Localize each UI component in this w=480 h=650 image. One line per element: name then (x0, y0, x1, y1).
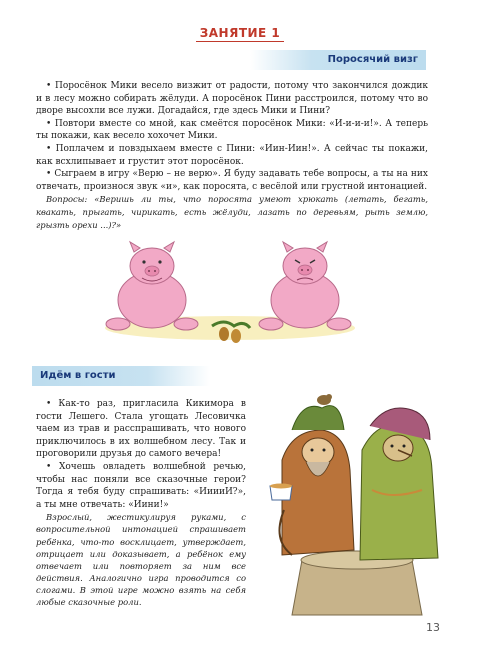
section-heading-pig-squeal: Поросячий визг (250, 50, 426, 70)
lesson-title-text: ЗАНЯТИЕ 1 (196, 26, 285, 42)
paragraph: • Поросёнок Мики весело визжит от радости, потому что закончился дождик и в лесу можно собирать жёлуди. А поросёнок Пини расстроился, потому что во дворе высохли все лужи. Догадайся, где здесь Мики и Пини? (36, 81, 428, 117)
tea-cup-icon (270, 484, 292, 501)
leshy-icon (280, 406, 355, 555)
section-text-pig-squeal (36, 80, 428, 231)
fairy-characters-illustration (262, 390, 462, 620)
paragraph: • Сыграем в игру «Верю – не верю». Я буду задавать тебе вопросы, а ты на них отвечать, произнося звук «и», как поросята, с весёлой или грустной интонацией. (36, 169, 428, 192)
pigs-illustration (100, 238, 360, 348)
paragraph: • Хочешь овладеть волшебной речью, чтобы нас поняли все сказочные герои? Тогда я тебя буду спрашивать: «ИиииИ?», а ты мне отвечать: «Иини!» (36, 461, 246, 510)
paragraph: • Поплачем и повздыхаем вместе с Пини: «Иин-Иин!». А сейчас ты покажи, как всхлипывает и грустит этот поросёнок. (36, 143, 428, 167)
kikimora-icon (360, 408, 438, 560)
paragraph: • Повтори вместе со мной, как смеётся поросёнок Мики: «И-и-и-и!». А теперь ты покажи, как весело хохочет Мики. (36, 118, 428, 142)
happy-pig-icon (106, 242, 198, 330)
section-text-visiting (36, 398, 246, 608)
paragraph: • Как-то раз, пригласила Кикимора в гости Лешего. Стала угощать Лесовичка чаем из трав и расспрашивать, что нового приключилось в их волшебном лесу. Так и проговорили друзья до самого вечера! (36, 399, 246, 460)
instructions-text: Взрослый, жестикулируя руками, с вопросительной интонацией спрашивает ребёнка, что-то восклицает, утверждает, отрицает или доказывает, а ребёнок ему отвечает или повторяет за ним все действия. Аналогично игра проводится со слогами. В этой игре можно взять на себя любые сказочные роли. (36, 512, 246, 607)
lesson-title (0, 26, 480, 42)
questions-text: Вопросы: «Веришь ли ты, что поросята умеют хрюкать (летать, бегать, квакать, прыгать, чирикать, есть жёлуди, лазать по деревьям, рыть землю, грызть орехи ...)?» (36, 194, 428, 230)
page-number: 13 (426, 621, 440, 634)
section-heading-visiting: Идём в гости (32, 366, 210, 386)
bird-icon (317, 394, 332, 405)
